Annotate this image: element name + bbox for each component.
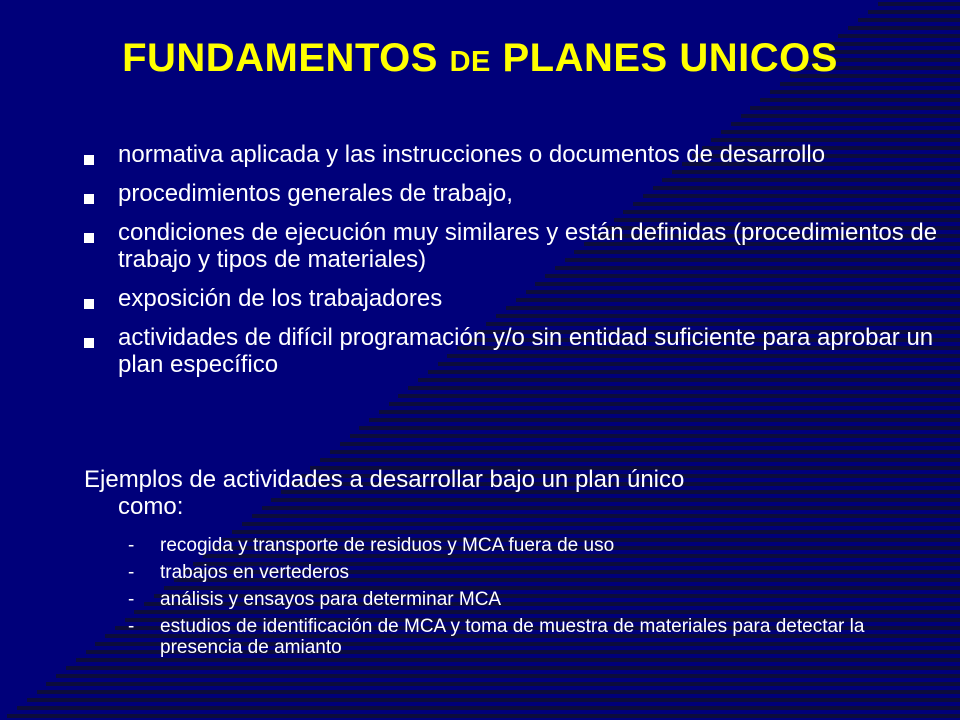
bullet-text: exposición de los trabajadores	[118, 285, 443, 312]
bullet-item	[84, 285, 944, 312]
background-stripe	[868, 10, 960, 14]
example-item	[128, 589, 888, 610]
bullet-item	[84, 141, 944, 168]
background-stripe	[389, 402, 960, 406]
example-text: trabajos en vertederos	[160, 562, 350, 583]
examples-intro-line-2: como:	[118, 493, 184, 520]
background-stripe	[27, 698, 960, 702]
dash-bullet-icon: -	[128, 616, 135, 637]
background-stripe	[46, 682, 960, 686]
bullet-text: procedimientos generales de trabajo,	[118, 180, 513, 207]
background-stripe	[37, 690, 960, 694]
bullet-item	[84, 180, 944, 207]
background-stripe	[770, 90, 960, 94]
bullet-text: condiciones de ejecución muy similares y están definidas (procedimientos de trabajo y tipos de materiales)	[118, 219, 938, 273]
square-bullet-icon	[84, 299, 94, 309]
background-stripe	[359, 426, 960, 430]
title-part-2: DE	[449, 46, 491, 78]
background-stripe	[340, 442, 960, 446]
example-text: estudios de identificación de MCA y toma de muestra de materiales para detectar la presencia de amianto	[160, 616, 865, 658]
background-stripe	[379, 410, 960, 414]
background-stripe	[398, 394, 960, 398]
background-stripe	[848, 26, 960, 30]
example-text: análisis y ensayos para determinar MCA	[160, 589, 502, 610]
background-stripe	[741, 114, 960, 118]
background-stripe	[350, 434, 960, 438]
background-stripe	[242, 522, 960, 526]
square-bullet-icon	[84, 338, 94, 348]
example-item	[128, 616, 888, 658]
bullet-item	[84, 324, 944, 378]
background-stripe	[858, 18, 960, 22]
example-item	[128, 562, 888, 583]
square-bullet-icon	[84, 155, 94, 165]
background-stripe	[760, 98, 960, 102]
bullet-list	[84, 141, 944, 390]
background-stripe	[731, 122, 960, 126]
background-stripe	[7, 714, 960, 718]
bullet-item	[84, 219, 944, 273]
example-text: recogida y transporte de residuos y MCA fuera de uso	[160, 535, 615, 556]
background-stripe	[878, 2, 960, 6]
background-stripe	[721, 130, 960, 134]
background-stripe	[66, 666, 960, 670]
background-stripe	[232, 530, 960, 534]
background-stripe	[56, 674, 960, 678]
background-stripe	[750, 106, 960, 110]
background-stripe	[330, 450, 960, 454]
example-item	[128, 535, 888, 556]
dash-bullet-icon: -	[128, 535, 135, 556]
title-part-1: FUNDAMENTOS	[122, 36, 450, 80]
bullet-text: actividades de difícil programación y/o sin entidad suficiente para aprobar un plan específico	[118, 324, 934, 378]
examples-intro-line-1: Ejemplos de actividades a desarrollar bajo un plan único	[84, 466, 685, 493]
background-stripe	[17, 706, 960, 710]
square-bullet-icon	[84, 194, 94, 204]
title-part-3: PLANES UNICOS	[490, 36, 838, 80]
background-stripe	[320, 458, 960, 462]
dash-bullet-icon: -	[128, 562, 135, 583]
background-stripe	[369, 418, 960, 422]
background-stripe	[780, 82, 960, 86]
slide-title	[0, 36, 960, 81]
examples-intro	[84, 466, 904, 520]
dash-bullet-icon: -	[128, 589, 135, 610]
examples-list	[128, 535, 888, 664]
bullet-text: normativa aplicada y las instrucciones o documentos de desarrollo	[118, 141, 826, 168]
square-bullet-icon	[84, 233, 94, 243]
